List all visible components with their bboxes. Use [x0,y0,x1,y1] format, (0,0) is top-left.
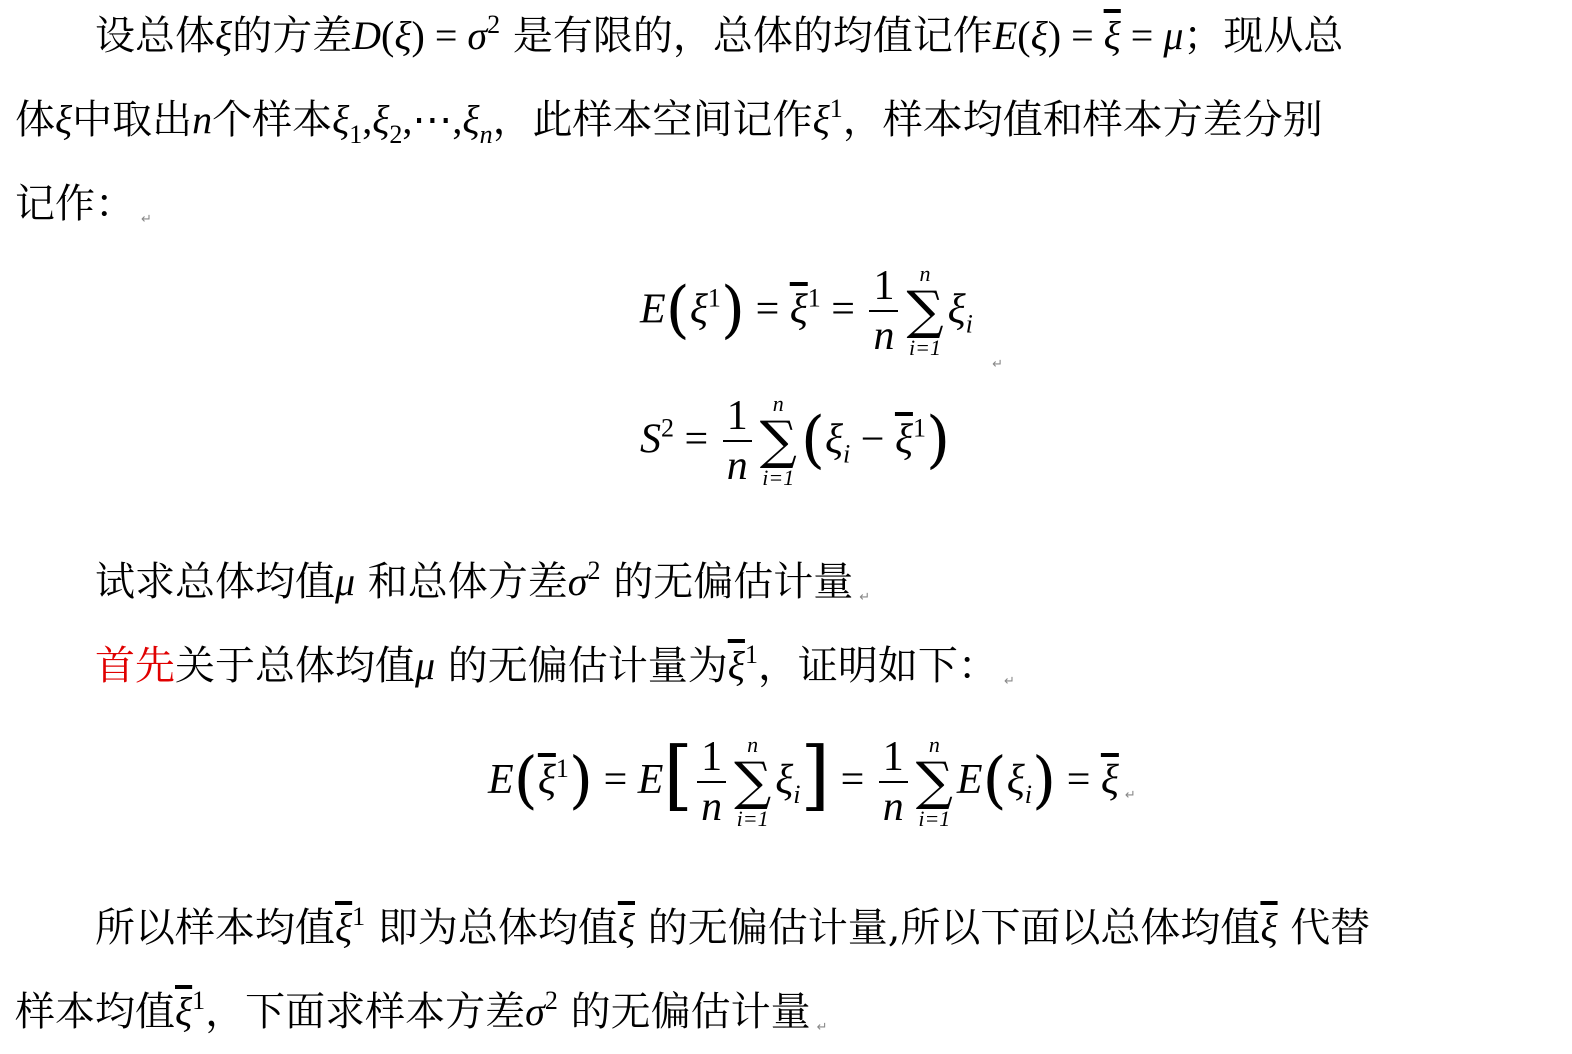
highlight-red-text: 首先 [95,643,175,689]
conclusion-line1: 所以样本均值$\overline{\xi}^1$ 即为总体均值$\overline{\xi}$ 的无偏估计量,所以下面以总体均值$\overline{\xi}$ 代替 [95,902,1371,951]
equation-sample-variance: $S^2$ = $\frac{1}{n}$ n ∑ i=1 $(\xi_i - \overline{\xi}^1)$ [640,391,951,491]
para1-line2: 体ξ中取出n个样本$\xi_1,\xi_2,\cdots,\xi_n$，此样本空间记作$\xi^1$，样本均值和样本方差分别 [15,94,1323,149]
question-line: 试求总体均值μ 和总体方差$\sigma^2$ 的无偏估计量 ↵ [95,556,871,605]
para1-line1: 设总体ξ的方差$D(\xi) = \sigma^2$ 是有限的，总体的均值记作$E(\xi) = \overline{\xi} = \mu$；现从总 [95,10,1344,59]
conclusion-line2: 样本均值$\overline{\xi}^1$，下面求样本方差$\sigma^2$ 的无偏估计量 ↵ [15,986,828,1035]
para1-line3: 记作： ↵ [15,181,152,227]
first-statement-line: 首先关于总体均值μ 的无偏估计量为$\overline{\xi}^1$，证明如下： ↵ [95,640,1015,689]
equation-unbiased-proof: $E(\overline{\xi}^1) = E$[ $\frac{1}{n}$ n ∑ i=1 $\xi_i$] = $\frac{1}{n}$ n ∑ i=1 $E(\xi_i) = \overline{\xi}$ ↵ [488,730,1136,831]
return-mark: ↵ [141,212,152,227]
equation-sample-mean: $E(\xi^1) = \overline{\xi}^1$ = $\frac{1}{n}$ n ∑ i=1 $\xi_i$ $_↵$ [640,261,1004,373]
